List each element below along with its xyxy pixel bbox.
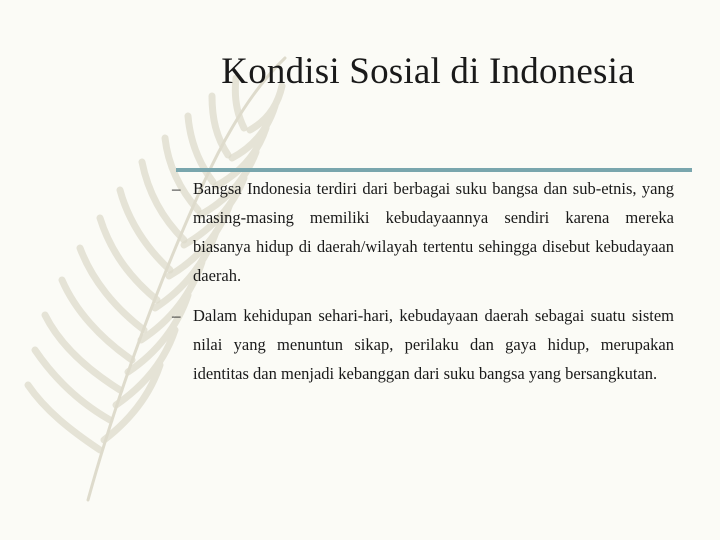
bullet-item (172, 174, 674, 290)
bullet-text: Dalam kehidupan sehari-hari, kebudayaan daerah sebagai suatu sistem nilai yang menuntun sikap, perilaku dan gaya hidup, merupakan identitas dan menjadi kebanggan dari suku bangsa yang bersangkutan. (193, 306, 674, 383)
bullet-list (172, 174, 674, 399)
bullet-text: Bangsa Indonesia terdiri dari berbagai suku bangsa dan sub-etnis, yang masing-masing memiliki kebudayaannya sendiri karena mereka biasanya hidup di daerah/wilayah tertentu sehingga disebut kebudayaan daerah. (193, 179, 674, 285)
bullet-dash: – (172, 179, 181, 198)
bullet-item (172, 301, 674, 388)
title-divider (176, 168, 692, 172)
slide-title: Kondisi Sosial di Indonesia (221, 51, 635, 92)
bullet-dash: – (172, 306, 181, 325)
